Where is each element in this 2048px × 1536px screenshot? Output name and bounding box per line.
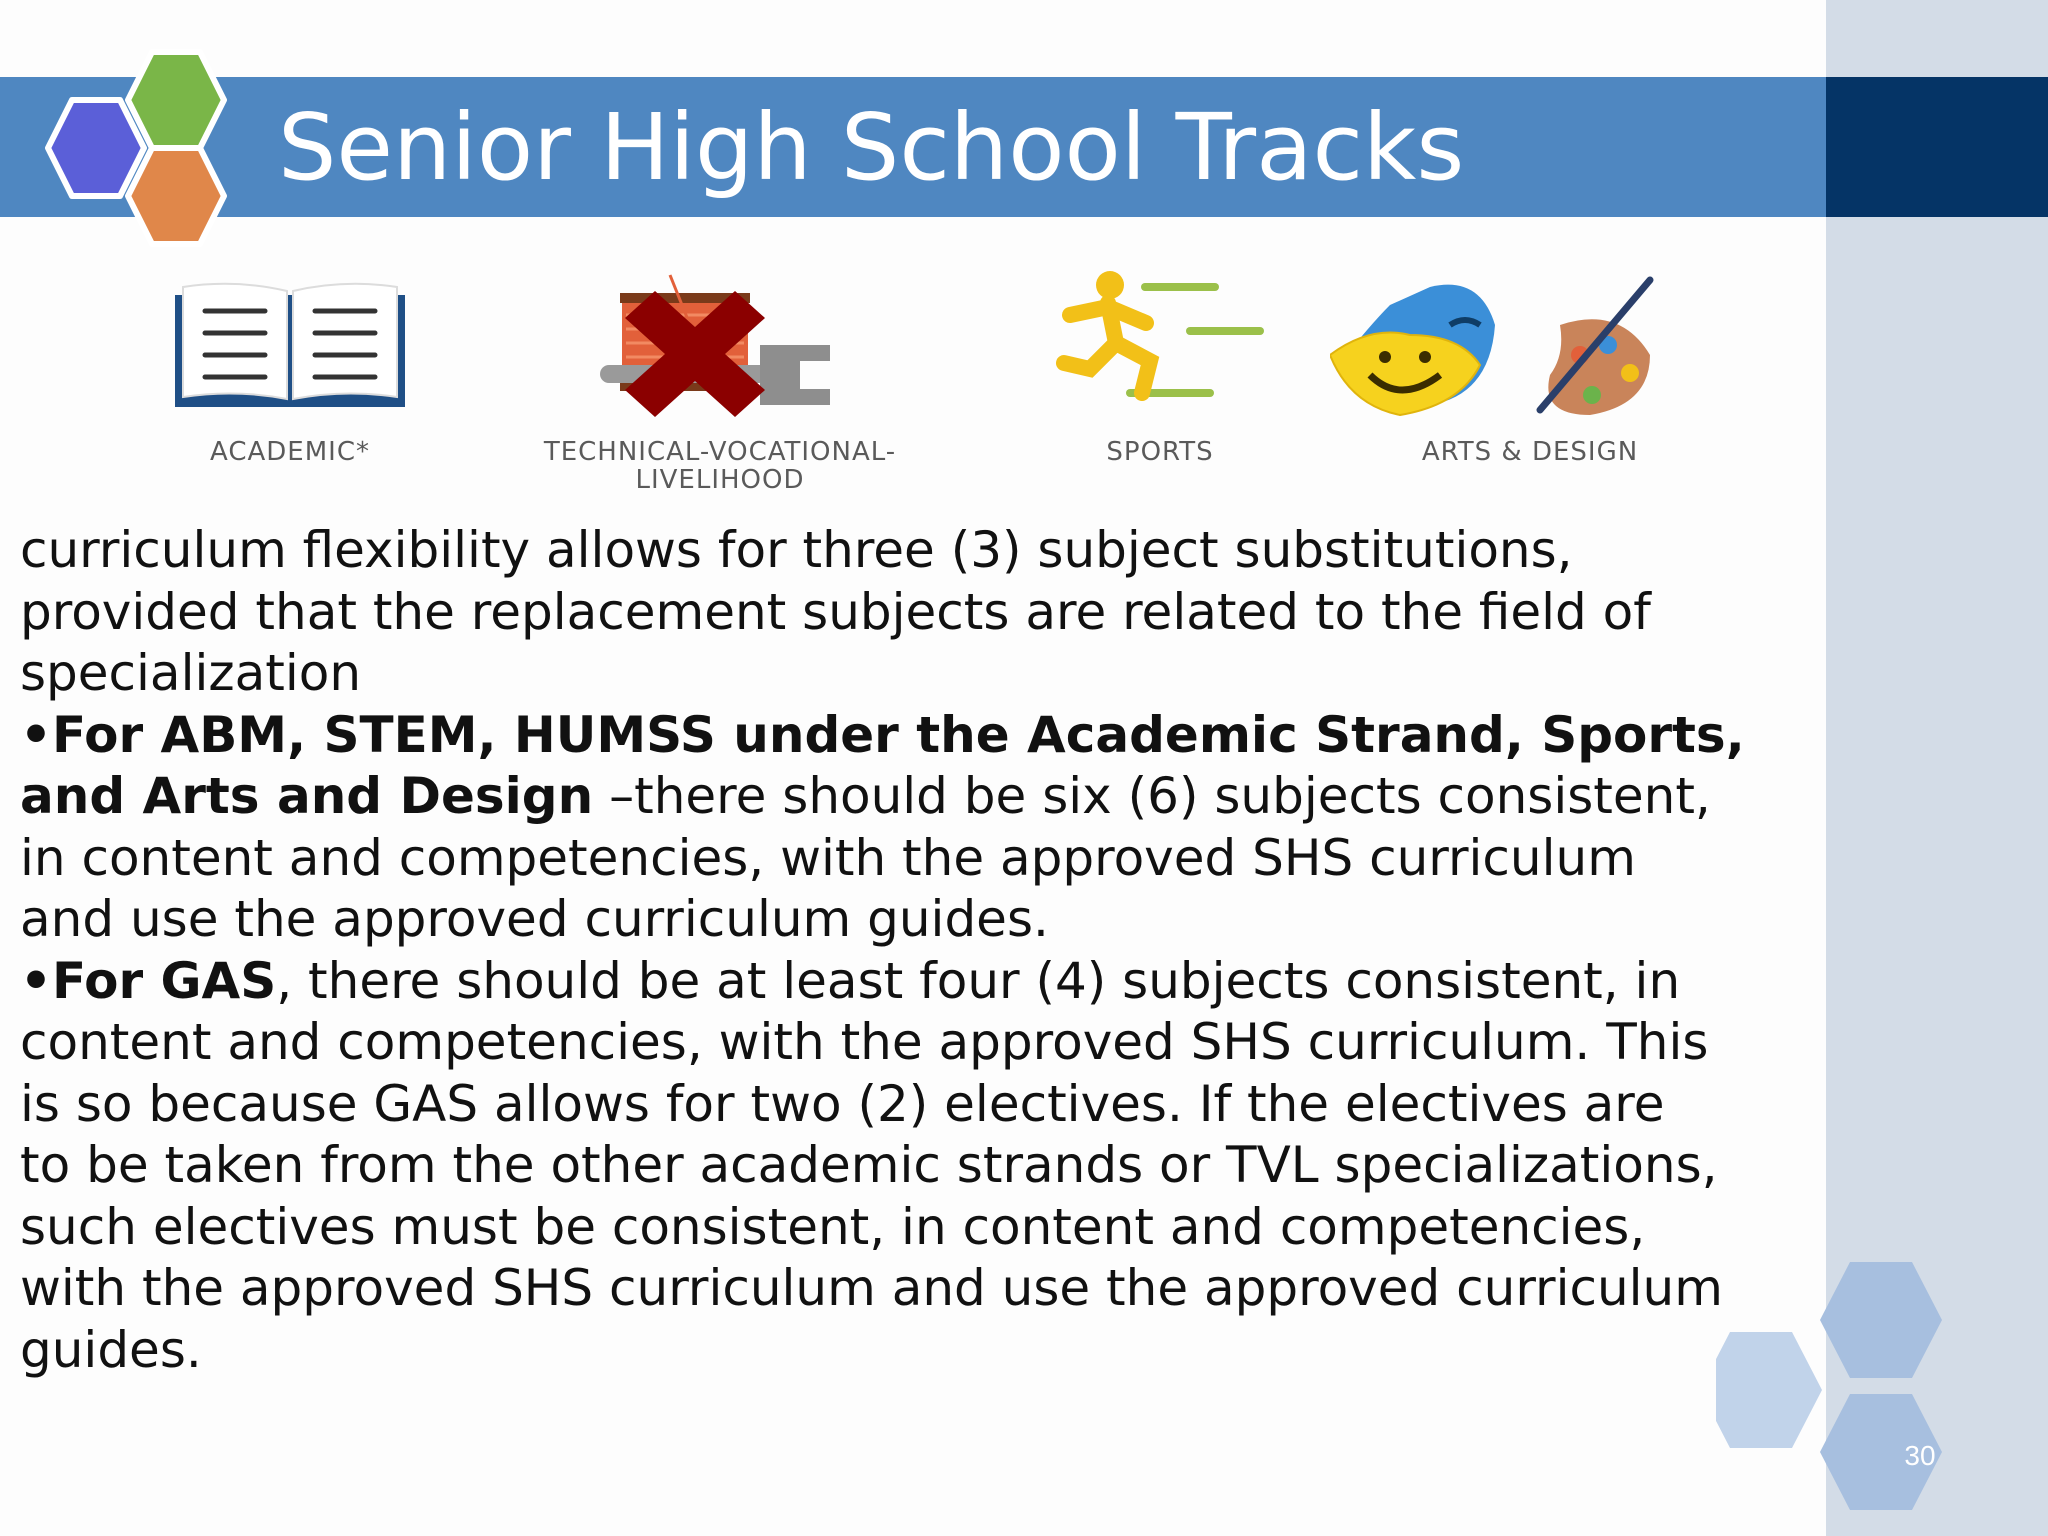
logo-hexagon-blue [48, 100, 144, 196]
track-label-tvl-line2: LIVELIHOOD [635, 465, 805, 495]
text-line: with the approved SHS curriculum and use the approved curriculum [20, 1259, 1723, 1317]
theater-masks-palette-icon [1330, 265, 1730, 425]
track-label-tvl-line1: TECHNICAL-VOCATIONAL- [543, 437, 897, 467]
body-paragraph-1 [20, 520, 1810, 705]
title-bar-dark-segment [1826, 77, 2048, 217]
text-line: specialization [20, 644, 362, 702]
body-paragraph-2 [20, 705, 1810, 951]
decorative-hexagons-icon [1716, 1256, 1996, 1536]
text-line: curriculum flexibility allows for three (3) subject substitutions, [20, 521, 1573, 579]
text-line: , there should be at least four (4) subjects consistent, in [276, 951, 1681, 1010]
track-label-arts-design: ARTS & DESIGN [1421, 437, 1639, 467]
tools-icon [590, 265, 850, 435]
bold-text: •For GAS [20, 951, 277, 1010]
text-line: –there should be six (6) subjects consistent, [593, 767, 1711, 825]
text-line: provided that the replacement subjects are related to the field of [20, 582, 1651, 641]
body-paragraph-3 [20, 951, 1810, 1382]
track-label-academic: ACADEMIC* [210, 437, 370, 467]
tracks-row [140, 265, 1740, 505]
body-text [20, 520, 1810, 1381]
running-person-icon [1050, 265, 1270, 415]
slide-title: Senior High School Tracks [278, 94, 1465, 201]
text-line: content and competencies, with the approved SHS curriculum. This [20, 1013, 1709, 1071]
track-label-sports: SPORTS [1106, 437, 1214, 467]
bold-text: •For ABM, STEM, HUMSS under the Academic Strand, Sports, [20, 705, 1745, 764]
hexagon-logo-icon [22, 48, 252, 248]
text-line: to be taken from the other academic strands or TVL specializations, [20, 1136, 1718, 1194]
text-line: such electives must be consistent, in content and competencies, [20, 1197, 1646, 1256]
text-line: and use the approved curriculum guides. [20, 890, 1049, 948]
text-line: guides. [20, 1320, 202, 1379]
page-number: 30 [1904, 1440, 1936, 1471]
open-book-icon [165, 265, 415, 415]
text-line: in content and competencies, with the approved SHS curriculum [20, 828, 1636, 887]
bold-text: and Arts and Design [20, 767, 594, 825]
logo-hexagon-orange [128, 148, 224, 244]
logo-hexagon-green [128, 52, 224, 148]
text-line: is so because GAS allows for two (2) electives. If the electives are [20, 1074, 1665, 1133]
